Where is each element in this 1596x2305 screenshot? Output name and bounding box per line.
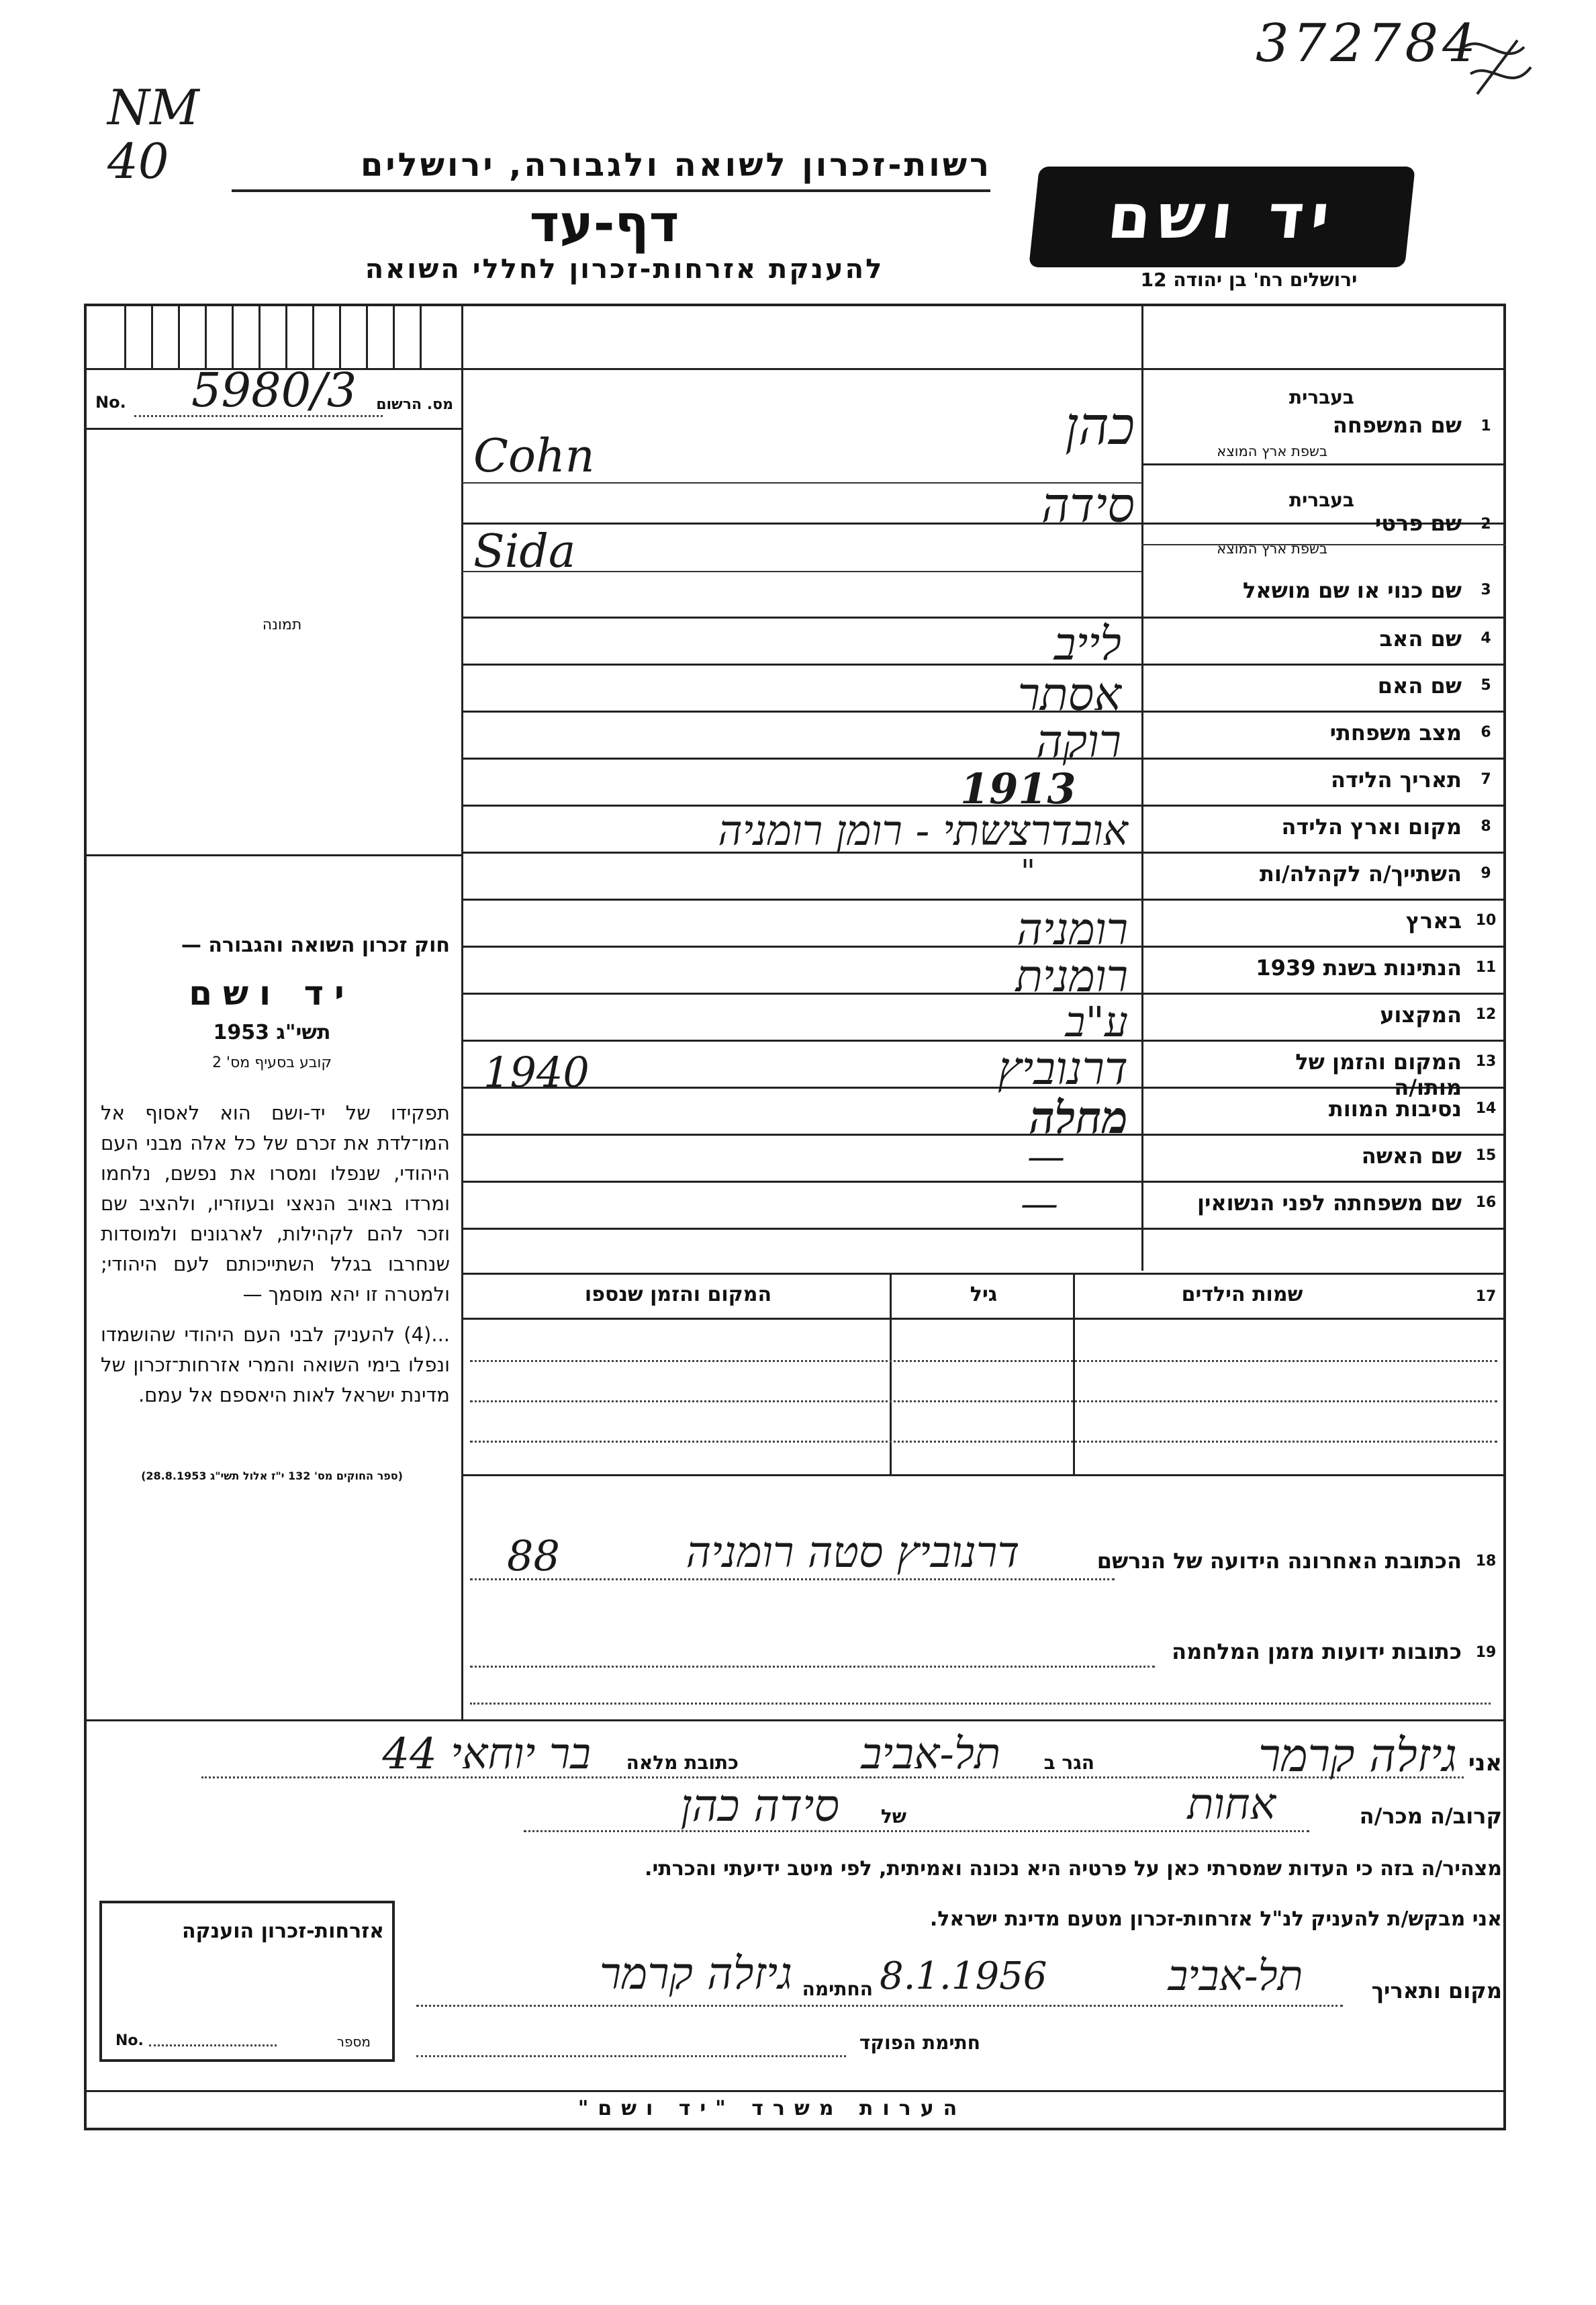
field-12-number: 12 xyxy=(1475,1006,1497,1023)
place-date-label: מקום ותאריך xyxy=(1371,1978,1502,2003)
field-12-label: המקצוע xyxy=(1380,1002,1462,1028)
field-9-number: 9 xyxy=(1481,865,1491,882)
children-col-place: המקום והזמן שנספו xyxy=(584,1283,772,1306)
field-9-value: " xyxy=(1021,853,1036,891)
signature-value: גיזלה קרמר xyxy=(599,1948,792,1999)
field-11-value: רומנית xyxy=(1015,950,1128,1002)
registration-no-label: No. xyxy=(95,393,126,412)
children-col-age: גיל xyxy=(970,1283,998,1306)
field-7-label: תאריך הלידה xyxy=(1330,767,1462,793)
law-section: קובע בסעיף מס' 2 xyxy=(212,1054,332,1071)
declarant-city: תל-אביב xyxy=(861,1729,1000,1779)
field-13-year: 1940 xyxy=(483,1048,590,1097)
field-1-latin-value: Cohn xyxy=(473,430,595,483)
logo-text: יד ושם xyxy=(1105,181,1340,253)
authority-heading: רשות-זכרון לשואה ולגבורה, ירושלים xyxy=(360,146,992,184)
field-12-value: ע"ב xyxy=(1065,997,1128,1046)
field-6-value: רוקה xyxy=(1035,715,1121,768)
date-value: 8.1.1956 xyxy=(880,1954,1047,1998)
field-5-label: שם האם xyxy=(1377,673,1462,698)
form-subtitle: להענקת אזרחות-זכרון לחללי השואה xyxy=(365,254,884,285)
field-3-number: 3 xyxy=(1481,582,1491,598)
archive-scribble-icon xyxy=(1457,27,1538,107)
native-sublabel-2: בשפת ארץ המוצא xyxy=(1217,541,1327,557)
declarant-address: בר יוחאי 44 xyxy=(382,1729,591,1779)
declaration-statement-2: אני מבקש/ת להעניק לנ"ל אזרחות-זכרון מטעם מדינת ישראל. xyxy=(929,1907,1502,1931)
registration-label: מס. הרשום xyxy=(376,396,453,413)
signature-label: החתימה xyxy=(802,1978,873,2000)
native-sublabel-1: בשפת ארץ המוצא xyxy=(1217,443,1327,459)
office-remarks-label: הערות משרד "יד ושם" xyxy=(577,2097,967,2120)
field-16-number: 16 xyxy=(1475,1194,1497,1211)
field-5-number: 5 xyxy=(1481,677,1491,694)
field-4-label: שם האב xyxy=(1379,626,1462,651)
archive-number: 372784 xyxy=(1256,13,1480,74)
field-14-label: נסיבות המוות xyxy=(1328,1096,1462,1122)
form-title: דף-עד xyxy=(529,193,679,253)
law-year: תשי"ג 1953 xyxy=(213,1021,331,1044)
field-8-value: אובדרצשתי - רומן רומניה xyxy=(718,806,1128,855)
field-10-label: בארץ xyxy=(1405,908,1462,934)
top-boxes xyxy=(84,304,461,368)
declaration-statement-1: מצהיר/ה בזה כי העדות שמסרתי כאן על פרטיה היא נכונה ואמיתית, לפי מיטב ידיעתי והכרתי. xyxy=(645,1857,1502,1881)
stamp-box-no-label: No. xyxy=(115,2032,144,2049)
field-1-label: שם המשפחה xyxy=(1332,412,1462,438)
resides-label: הגר ב xyxy=(1043,1752,1094,1774)
hebrew-sublabel-2: בעברית xyxy=(1288,489,1354,511)
field-18-value: דרנוביץ סטה רומניה xyxy=(686,1528,1020,1578)
field-2-latin-value: Sida xyxy=(473,525,576,578)
field-7-value: 1913 xyxy=(960,764,1076,813)
field-18-label: הכתובת האחרונה הידועה של הנרשם xyxy=(1096,1548,1462,1574)
field-2-value: סידה xyxy=(1041,477,1135,533)
field-10-value: רומניה xyxy=(1017,903,1128,955)
field-15-value: — xyxy=(1027,1135,1065,1179)
field-4-number: 4 xyxy=(1481,630,1491,647)
relative-label: קרוב/ה מכר/ה xyxy=(1359,1803,1502,1829)
registration-number: 5980/3 xyxy=(191,363,357,418)
field-10-number: 10 xyxy=(1475,912,1497,929)
field-19-number: 19 xyxy=(1475,1644,1497,1661)
children-col-names: שמות הילדים xyxy=(1181,1283,1303,1306)
law-name: יד ושם xyxy=(189,974,355,1013)
citizenship-stamp-box xyxy=(99,1901,395,2062)
place-value: תל-אביב xyxy=(1168,1951,1303,2000)
logo-address: ירושלים רח' בן יהודה 12 xyxy=(1140,269,1358,291)
field-8-label: מקום וארץ הלידה xyxy=(1281,814,1462,840)
declaration-i-am: אני xyxy=(1468,1750,1502,1776)
field-16-value: — xyxy=(1021,1182,1058,1226)
field-19-label: כתובות ידועות מזמן המלחמה xyxy=(1172,1639,1462,1664)
field-6-number: 6 xyxy=(1481,724,1491,741)
scribble-stroke xyxy=(1464,40,1531,94)
field-4-value: לייב xyxy=(1053,618,1121,671)
relation-value: אחות xyxy=(1187,1780,1276,1829)
corner-note: NM 40 xyxy=(107,79,199,189)
field-13-label: המקום והזמן של מותו/ה xyxy=(1295,1049,1462,1100)
field-9-label: השתייך/ה לקהלה/ות xyxy=(1259,861,1462,887)
children-number: 17 xyxy=(1475,1288,1497,1305)
stamp-box-title: אזרחות-זכרון הוענקה xyxy=(181,1919,384,1943)
law-paragraph-2: ...(4) להעניק לבני העם היהודי שהושמדו ונפלו בימי השואה והמרי אזרחות־זכרון של מדינת ישראל לאות היאספם אל עמם. xyxy=(101,1323,450,1406)
field-8-number: 8 xyxy=(1481,818,1491,835)
field-11-label: הנתינות בשנת 1939 xyxy=(1256,955,1462,981)
stamp-box-number-label: מספר xyxy=(336,2034,371,2050)
law-title: חוק זכרון השואה והגבורה — xyxy=(181,934,450,957)
field-15-label: שם האשה xyxy=(1361,1143,1462,1169)
field-18-number: 18 xyxy=(1475,1553,1497,1570)
field-18-number-value: 88 xyxy=(507,1531,560,1580)
field-3-label: שם כנוי או שם מושאל xyxy=(1242,578,1462,603)
yad-vashem-logo xyxy=(1029,167,1415,267)
field-14-number: 14 xyxy=(1475,1100,1497,1117)
of-name-value: סידה כהן xyxy=(680,1780,839,1832)
law-source: (ספר החוקים מס' 132 י"ז אלול תשי"ג 28.8.1953) xyxy=(141,1470,403,1482)
officer-signature-label: חתימת הפוקד xyxy=(859,2032,980,2054)
photo-label: תמונה xyxy=(262,617,302,633)
field-7-number: 7 xyxy=(1481,771,1491,788)
law-paragraph-1: תפקידו של יד-ושם הוא לאסוף אל המו־לדת את זכרם של כל אלה מבני העם היהודי, שנפלו ומסרו את נפשם, נלחמו ומרדו באויב הנאצי ובעוזריו, ולהציב שם וזכר להם לקהילות, לארגונים ולמוסדות שנחרבו בגלל השתייכותם לעם היהודי; ולמטרה זו יהא מוסמך — xyxy=(101,1101,450,1306)
field-2-number: 2 xyxy=(1481,516,1491,533)
field-5-value: אסתר xyxy=(1017,668,1121,721)
of-label: של xyxy=(880,1805,906,1827)
hebrew-sublabel-1: בעברית xyxy=(1288,386,1354,408)
field-11-number: 11 xyxy=(1475,959,1497,976)
field-6-label: מצב משפחתי xyxy=(1329,720,1462,745)
field-1-value: כהן xyxy=(1065,396,1135,457)
field-13-number: 13 xyxy=(1475,1053,1497,1070)
field-16-label: שם משפחתה לפני הנשואין xyxy=(1196,1190,1462,1216)
field-14-value: מחלה xyxy=(1029,1091,1128,1144)
field-2-label: שם פרטי xyxy=(1374,510,1462,536)
field-1-number: 1 xyxy=(1481,418,1491,435)
field-13-value: דרנוביץ xyxy=(997,1042,1128,1095)
field-15-number: 15 xyxy=(1475,1147,1497,1164)
declarant-name: גיזלה קרמר xyxy=(1258,1729,1457,1782)
address-label: כתובת מלאה xyxy=(626,1752,739,1774)
